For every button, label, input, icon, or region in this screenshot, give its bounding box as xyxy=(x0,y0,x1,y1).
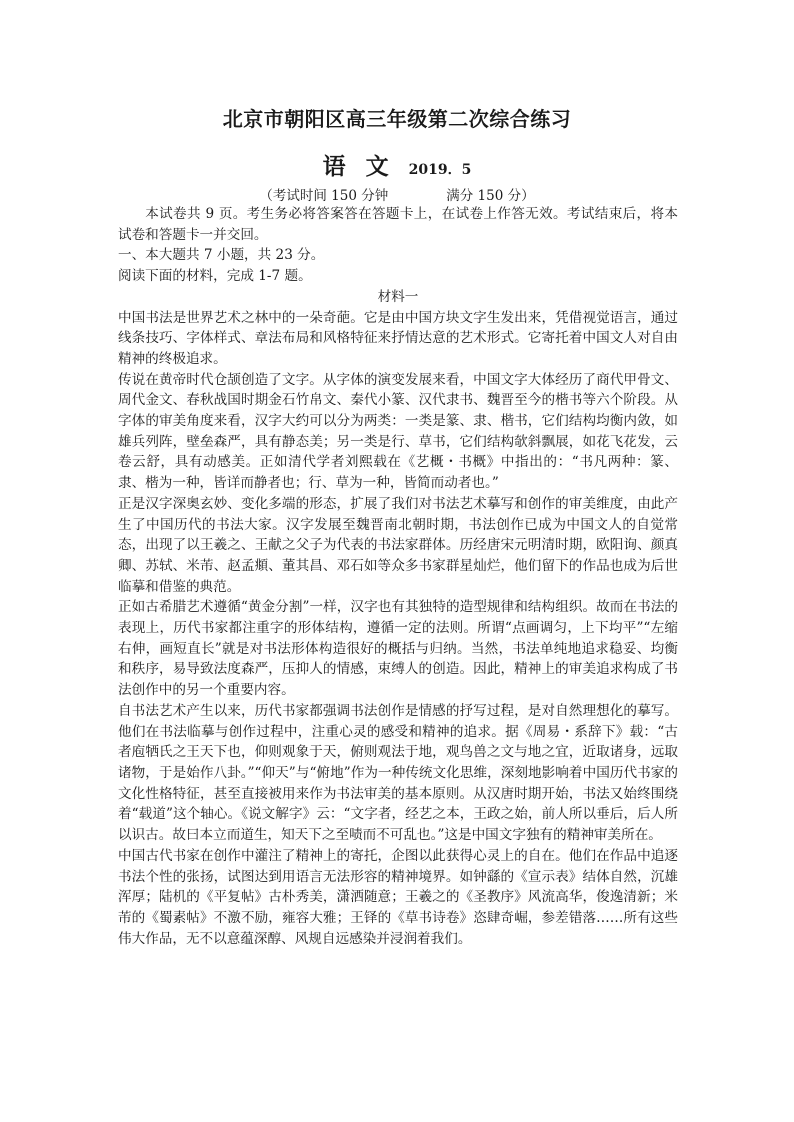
paragraph: 自书法艺术产生以来，历代书家都强调书法创作是情感的抒写过程，是对自然理想化的摹写。他们在书法临摹与创作过程中，注重心灵的感受和精神的追求。据《周易・系辞下》载：“古者庖牺氏之王天下也，仰则观象于天，俯则观法于地，观鸟兽之文与地之宜，近取诸身，远取诸物，于是始作八卦。”“仰天”与“俯地”作为一种传统文化思维，深刻地影响着中国历代书家的文化性格特征，甚至直接被用来作为书法审美的基本原则。从汉唐时期开始，书法又始终围绕着“载道”这个轴心。《说文解字》云：“文字者，经艺之本，王政之始，前人所以垂后，后人所以识古。故曰本立而道生，知天下之至啧而不可乱也。”这是中国文字独有的精神审美所在。 xyxy=(118,702,678,844)
paragraph: 正如古希腊艺术遵循“黄金分割”一样，汉字也有其独特的造型规律和结构组织。故而在书法的表现上，历代书家都注重字的形体结构，遵循一定的法则。所谓“点画调匀，上下均平”“左缩右伸，画短直长”就是对书法形体构造很好的概括与归纳。当然，书法单纯地追求稳妥、均衡和秩序，易导致法度森严，压抑人的情感，束缚人的创造。因此，精神上的审美追求构成了书法创作中的另一个重要内容。 xyxy=(118,599,678,699)
exam-time: （考试时间 150 分钟 xyxy=(259,188,389,204)
instructions: 本试卷共 9 页。考生务必将答案答在答题卡上，在试卷上作答无效。考试结束后，将本试卷和答题卡一并交回。 xyxy=(118,206,678,243)
paragraph: 正是汉字深奥玄妙、变化多端的形态，扩展了我们对书法艺术摹写和创作的审美维度，由此产生了中国历代的书法大家。汉字发展至魏晋南北朝时期，书法创作已成为中国文人的自觉常态，出现了以王羲之、王献之父子为代表的书法家群体。历经唐宋元明清时期，欧阳询、颜真卿、苏轼、米芾、赵孟頫、董其昌、邓石如等众多书家群星灿烂，他们留下的作品也成为后世临摹和借鉴的典范。 xyxy=(118,495,678,595)
material-title: 材料一 xyxy=(377,288,419,305)
section-heading: 一、本大题共 7 小题，共 23 分。 xyxy=(118,247,325,264)
paragraph: 中国书法是世界艺术之林中的一朵奇葩。它是由中国方块文字生发出来，凭借视觉语言，通过线条技巧、字体样式、章法布局和风格特征来抒情达意的艺术形式。它寄托着中国文人对自由精神的终极追求。 xyxy=(118,309,678,367)
reading-prompt: 阅读下面的材料，完成 1-7 题。 xyxy=(118,268,312,285)
full-score: 满分 150 分） xyxy=(446,188,535,204)
exam-date: 2019．5 xyxy=(408,162,472,178)
subject-line xyxy=(0,148,794,181)
page-title: 北京市朝阳区高三年级第二次综合练习 xyxy=(222,107,572,131)
paragraph: 中国古代书家在创作中灌注了精神上的寄托，企图以此获得心灵上的自在。他们在作品中追逐书法个性的张扬，试图达到用语言无法形容的精神境界。如钟繇的《宣示表》结体自然，沉雄浑厚；陆机的《平复帖》古朴秀美，潇洒随意；王羲之的《圣教序》风流高华，俊逸清新；米芾的《蜀素帖》不激不励，雍容大雅；王铎的《草书诗卷》恣肆奇崛，参差错落……所有这些伟大作品，无不以意蕴深醇、风规自远感染并浸润着我们。 xyxy=(118,847,678,947)
paragraph: 传说在黄帝时代仓颉创造了文字。从字体的演变发展来看，中国文字大体经历了商代甲骨文、周代金文、春秋战国时期金石竹帛文、秦代小篆、汉代隶书、魏晋至今的楷书等六个阶段。从字体的审美角度来看，汉字大约可以分为两类：一类是篆、隶、楷书，它们结构均衡内敛，如雄兵列阵，壁垒森严，具有静态美；另一类是行、草书，它们结构欹斜飘展，如花飞花发，云卷云舒，具有动感美。正如清代学者刘熙载在《艺概・书概》中指出的：“书凡两种：篆、隶、楷为一种，皆详而静者也；行、草为一种，皆简而动者也。” xyxy=(118,371,678,492)
subject-name: 语 文 xyxy=(322,153,395,180)
document-body xyxy=(118,204,678,949)
exam-info xyxy=(0,184,794,204)
